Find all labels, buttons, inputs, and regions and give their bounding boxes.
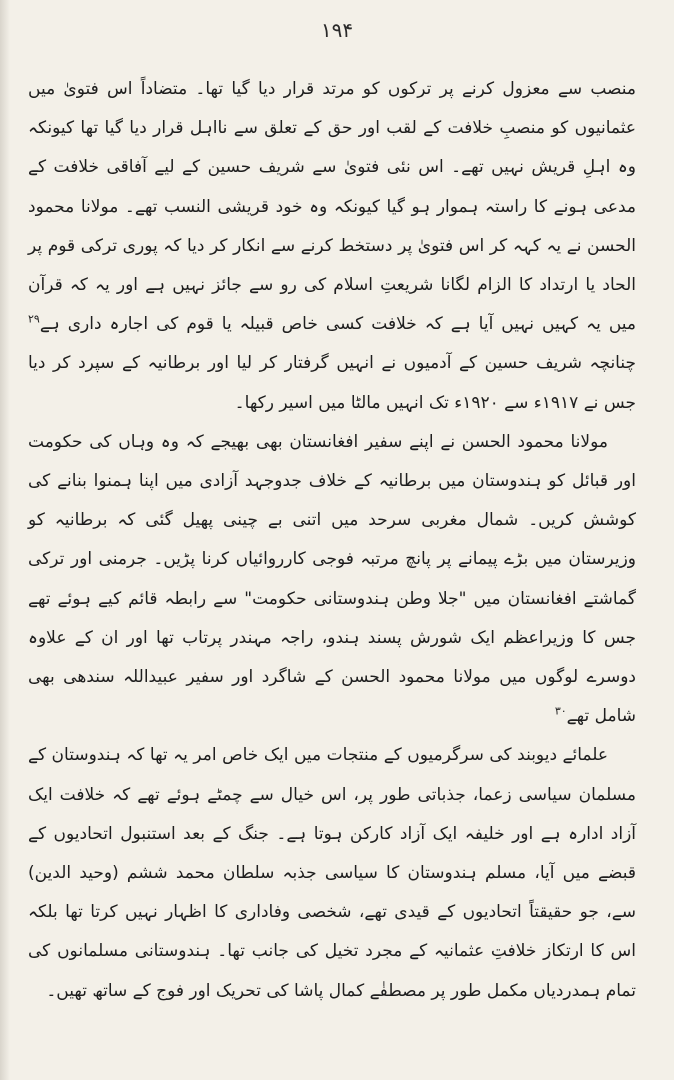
paragraph-1-text: منصب سے معزول کرنے پر ترکوں کو مرتد قرار دیا گیا تھا۔ متضاداً اس فتویٰ میں عثمانیوں کو منصبِ خلافت کے لقب اور حق کے تعلق سے نااہل قرار دیا گیا تھا کیونکہ وہ اہلِ قریش نہیں تھے۔ اس نئی فتویٰ سے شریف حسین کے لیے آفاقی خلافت کے مدعی ہونے کا راستہ ہموار ہو گیا کیونکہ وہ خود قریشی النسب تھے۔ مولانا محمود الحسن نے یہ کہہ کر اس فتویٰ پر دستخط کرنے سے انکار کر دیا کہ پوری ترکی قوم پر الحاد یا ارتداد کا الزام لگانا شریعتِ اسلام کی رو سے جائز نہیں ہے اور یہ کہ قرآن میں یہ کہیں نہیں آیا ہے کہ خلافت کسی خاص قبیلہ یا قوم کی اجارہ داری ہے bbox=[28, 79, 636, 335]
paragraph-1-tail: چنانچہ شریف حسین کے آدمیوں نے انہیں گرفتار کر لیا اور برطانیہ کے سپرد کر دیا جس نے ۱۹۱۷ء سے ۱۹۲۰ء تک انہیں مالٹا میں اسیر رکھا۔ bbox=[28, 353, 636, 413]
paragraph-2-text: مولانا محمود الحسن نے اپنے سفیر افغانستان بھی بھیجے کہ وہ وہاں کی حکومت اور قبائل کو ہندوستان میں برطانیہ کے خلاف جدوجہد آزادی میں اپنا ہمنوا بنانے کی کوشش کریں۔ شمال مغربی سرحد میں اتنی بے چینی پھیل گئی کہ برطانیہ کو وزیرستان میں بڑے پیمانے پر پانچ مرتبہ فوجی کارروائیاں کرنا پڑیں۔ جرمنی اور ترکی گماشتے افغانستان میں "جلا وطن ہندوستانی حکومت" سے رابطہ قائم کیے ہوئے تھے جس کا وزیراعظم ایک شورش پسند ہندو، راجہ مہندر پرتاب تھا اور ان کے علاوہ دوسرے لوگوں میں مولانا محمود الحسن کے شاگرد اور سفیر عبیداللہ سندھی بھی شامل تھے bbox=[28, 431, 636, 727]
paragraph-2 bbox=[28, 423, 636, 737]
paragraph-3 bbox=[28, 736, 636, 1010]
paragraph-1 bbox=[28, 70, 636, 423]
footnote-marker-29[interactable]: ۲۹ bbox=[28, 312, 40, 326]
paragraph-3-text: علمائے دیوبند کی سرگرمیوں کے منتجات میں ایک خاص امر یہ تھا کہ ہندوستان کے مسلمان سیاسی زعما، جذباتی طور پر، اس خیال سے چمٹے ہوئے تھے کہ خلافت ایک آزاد ادارہ ہے اور خلیفہ ایک آزاد کارکن ہوتا ہے۔ جنگ کے بعد استنبول اتحادیوں کے قبضے میں آیا، مسلم ہندوستان کا سیاسی جذبہ سلطان محمد ششم (وحید الدین) سے، جو حقیقتاً اتحادیوں کے قیدی تھے، شخصی وفاداری کا اظہار نہیں کرتا تھا بلکہ اس کا ارتکاز خلافتِ عثمانیہ کے مجرد تخیل کی جانب تھا۔ ہندوستانی مسلمانوں کی تمام ہمدردیاں مکمل طور پر مصطفٰے کمال پاشا کی تحریک اور فوج کے ساتھ تھیں۔ bbox=[28, 745, 636, 1001]
page-binding-shadow bbox=[0, 0, 10, 1080]
body-text bbox=[28, 70, 636, 1011]
footnote-marker-30[interactable]: ۳۰ bbox=[554, 704, 567, 718]
page-number: ۱۹۴ bbox=[320, 18, 354, 42]
